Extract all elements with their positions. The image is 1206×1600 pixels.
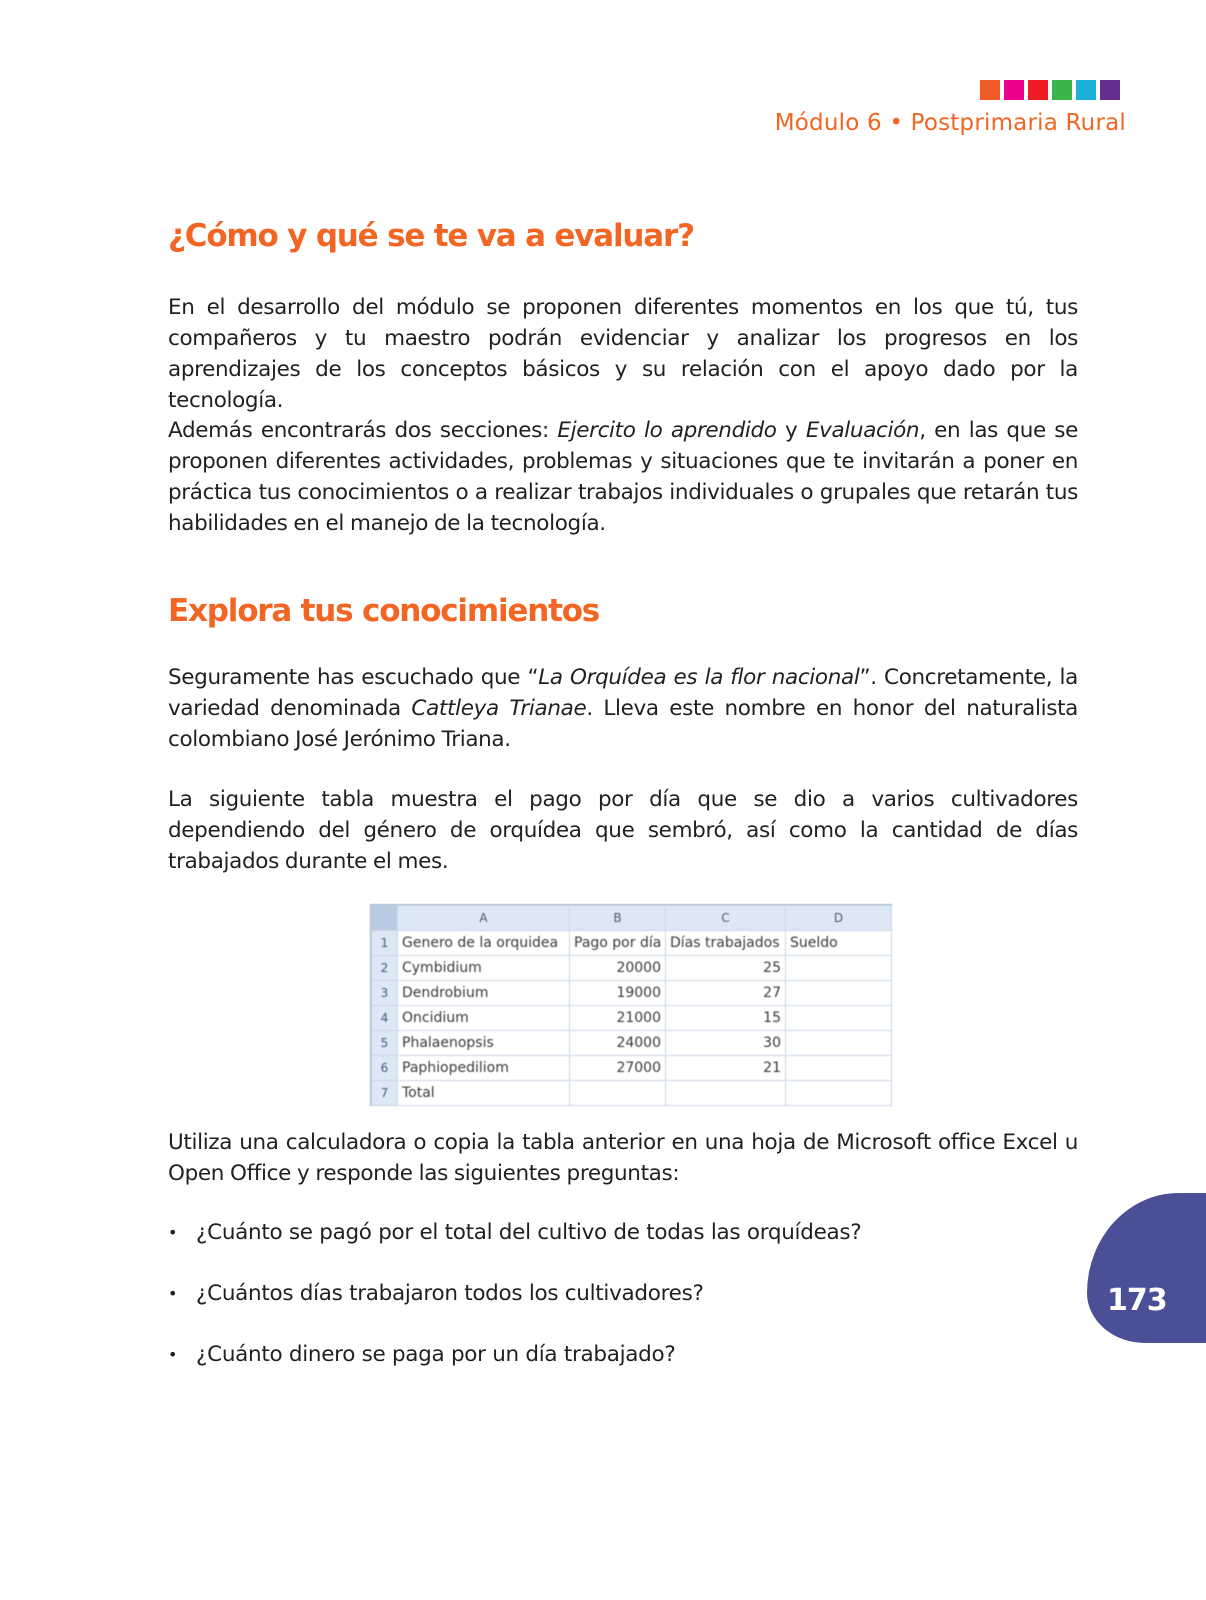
cell-pago: 19000 [570,981,666,1006]
table-row [372,981,892,1006]
page-number-badge [1087,1193,1206,1343]
cell-name: Oncidium [398,1006,570,1031]
cell-total-label: Total [398,1081,570,1106]
header-cell: Genero de la orquidea [398,931,570,956]
cell-empty [570,1081,666,1106]
strip-green [1052,80,1072,100]
cell-dias: 30 [666,1031,786,1056]
spreadsheet-table [371,905,892,1106]
table-row [372,1006,892,1031]
strip-red [1028,80,1048,100]
cell-name: Dendrobium [398,981,570,1006]
strip-purple [1100,80,1120,100]
question-text: ¿Cuántos días trabajaron todos los cultivadores? [196,1281,704,1306]
question-text: ¿Cuánto dinero se paga por un día trabajado? [196,1342,676,1367]
p2-italic-1: Ejercito lo aprendido [557,418,777,443]
cell-pago: 27000 [570,1056,666,1081]
question-text: ¿Cuánto se pagó por el total del cultivo de todas las orquídeas? [196,1220,862,1245]
running-header: Módulo 6 • Postprimaria Rural [774,110,1126,136]
bullet-icon: • [168,1223,178,1242]
cell-name: Paphiopediliom [398,1056,570,1081]
spreadsheet-image [370,904,892,1106]
cell-sueldo [786,1006,892,1031]
cell-sueldo [786,1031,892,1056]
p2-text-2: y [776,418,806,443]
p2-text-3: , en las que se proponen diferentes actividades, problemas y situaciones que te invitarán a poner en práctica tus conocimientos o a realizar trabajos individuales o grupales que retarán tus habilidades en el manejo de la tecnología. [168,418,1079,536]
col-letter: A [398,906,570,931]
header-cell: Días trabajados [666,931,786,956]
row-number: 3 [372,981,398,1006]
table-row [372,931,892,956]
cell-dias: 25 [666,956,786,981]
column-header-row [372,906,892,931]
paragraph-1: En el desarrollo del módulo se proponen diferentes momentos en los que tú, tus compañeros y tu maestro podrán evidenciar y analizar los progresos en los aprendizajes de los conceptos básicos y su relación con el apoyo dado por la tecnología. [168,295,1078,413]
table-row [372,1056,892,1081]
col-letter: D [786,906,892,931]
section-title-explore: Explora tus conocimientos [168,593,600,629]
p3-italic-2: Cattleya Trianae [411,696,587,721]
col-letter: B [570,906,666,931]
color-strip [980,80,1120,100]
header-cell: Pago por día [570,931,666,956]
cell-empty [666,1081,786,1106]
p3-text-2: ”. Concretamente, la variedad denominada [168,665,1078,721]
p2-italic-2: Evaluación [805,418,920,443]
cell-sueldo [786,981,892,1006]
cell-sueldo [786,956,892,981]
strip-cyan [1076,80,1096,100]
strip-magenta [1004,80,1024,100]
paragraph-4: La siguiente tabla muestra el pago por día que se dio a varios cultivadores dependiendo del género de orquídea que sembró, así como la cantidad de días trabajados durante el mes. [168,787,1078,874]
table-row [372,1031,892,1056]
row-number: 1 [372,931,398,956]
paragraph-2 [168,415,1078,539]
row-number: 5 [372,1031,398,1056]
p3-text: Seguramente has escuchado que “ [168,665,539,690]
cell-pago: 24000 [570,1031,666,1056]
paragraph-5: Utiliza una calculadora o copia la tabla anterior en una hoja de Microsoft office Excel u Open Office y responde las siguientes preguntas: [168,1130,1078,1186]
bullet-icon: • [168,1345,178,1364]
row-number: 6 [372,1056,398,1081]
cell-name: Phalaenopsis [398,1031,570,1056]
cell-dias: 27 [666,981,786,1006]
header-cell: Sueldo [786,931,892,956]
corner-cell [372,906,398,931]
p2-text: Además encontrarás dos secciones: [168,418,558,443]
cell-dias: 21 [666,1056,786,1081]
section-title-evaluation: ¿Cómo y qué se te va a evaluar? [168,218,694,254]
cell-sueldo [786,1056,892,1081]
paragraph-3 [168,662,1078,755]
row-number: 4 [372,1006,398,1031]
strip-orange [980,80,1000,100]
row-number: 7 [372,1081,398,1106]
p3-italic-1: La Orquídea es la flor nacional [538,665,860,690]
p3-text-3: . Lleva este nombre en honor del naturalista colombiano José Jerónimo Triana. [168,696,1078,752]
table-row [372,956,892,981]
cell-pago: 21000 [570,1006,666,1031]
cell-pago: 20000 [570,956,666,981]
table-row [372,1081,892,1106]
col-letter: C [666,906,786,931]
bullet-icon: • [168,1284,178,1303]
cell-empty [786,1081,892,1106]
page-number: 173 [1107,1283,1167,1318]
cell-dias: 15 [666,1006,786,1031]
row-number: 2 [372,956,398,981]
cell-name: Cymbidium [398,956,570,981]
